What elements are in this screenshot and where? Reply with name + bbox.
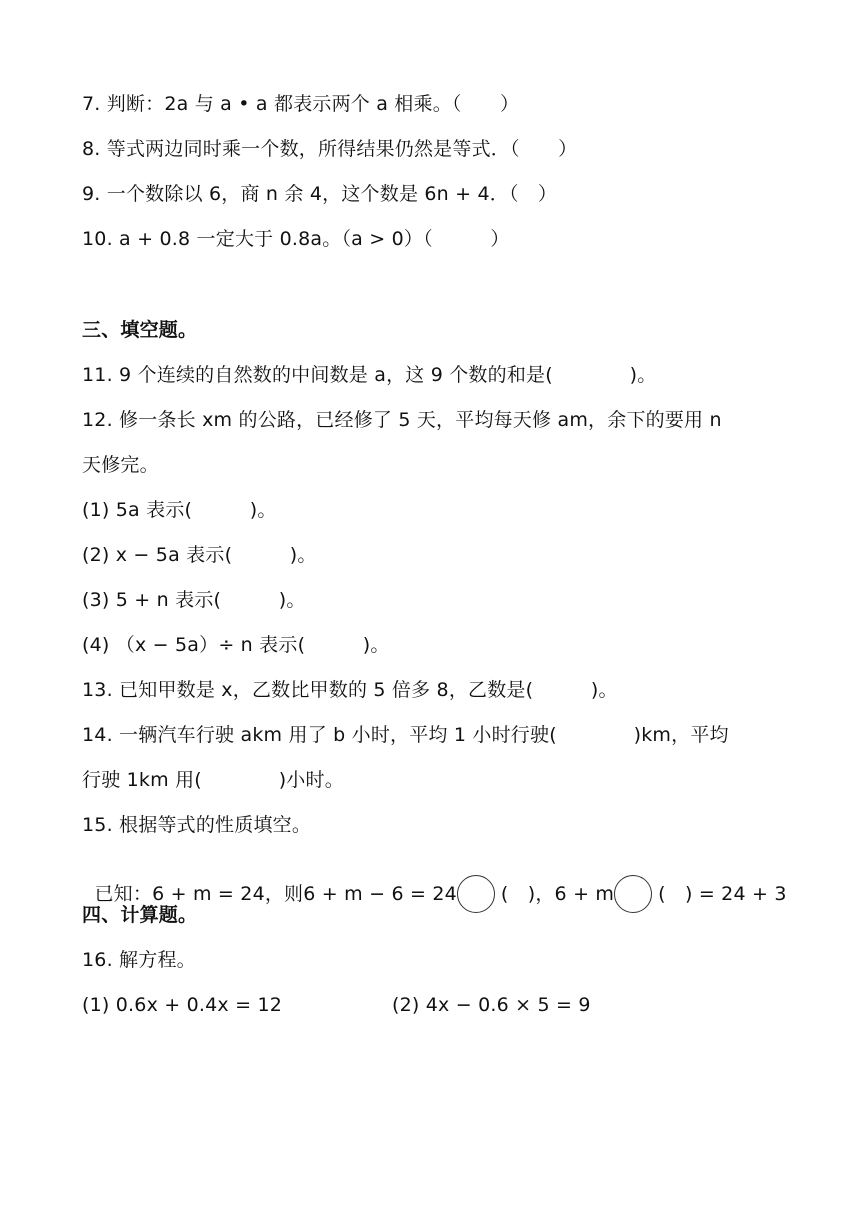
question-15: 15. 根据等式的性质填空。 [82,814,312,836]
question-14-line-2: 行驶 1km 用( )小时。 [82,769,344,791]
question-8: 8. 等式两边同时乘一个数，所得结果仍然是等式．（ ） [82,138,578,160]
question-12-part-4: (4) （x − 5a）÷ n 表示( )。 [82,634,390,656]
question-16: 16. 解方程。 [82,949,196,971]
question-10: 10. a + 0.8 一定大于 0.8a。（a > 0）（ ） [82,228,510,250]
question-16-part-1: (1) 0.6x + 0.4x = 12 [82,994,283,1016]
operator-blank-circle-1[interactable] [457,875,495,913]
question-12-part-2: (2) x − 5a 表示( )。 [82,544,317,566]
question-15-equation [82,858,787,906]
question-14-line-1: 14. 一辆汽车行驶 akm 用了 b 小时，平均 1 小时行驶( )km，平均 [82,724,729,746]
question-12-line-2: 天修完。 [82,454,159,476]
question-12-part-1: (1) 5a 表示( )。 [82,499,277,521]
operator-blank-circle-2[interactable] [614,875,652,913]
question-12-line-1: 12. 修一条长 xm 的公路，已经修了 5 天，平均每天修 am，余下的要用 n [82,409,722,431]
question-7: 7. 判断：2a 与 a • a 都表示两个 a 相乘。（ ） [82,93,520,115]
question-13: 13. 已知甲数是 x，乙数比甲数的 5 倍多 8，乙数是( )。 [82,679,618,701]
question-11: 11. 9 个连续的自然数的中间数是 a，这 9 个数的和是( )。 [82,364,657,386]
section-calculation-heading: 四、计算题。 [82,904,198,926]
equation-part-1: 已知：6 + m = 24，则6 + m − 6 = 24 [94,883,457,905]
equation-part-3: ( ) = 24 + 3 [658,883,787,905]
equation-part-2: ( )，6 + m [500,883,615,905]
question-16-part-2: (2) 4x − 0.6 × 5 = 9 [392,994,591,1016]
section-fill-in-heading: 三、填空题。 [82,319,198,341]
question-12-part-3: (3) 5 + n 表示( )。 [82,589,306,611]
question-9: 9. 一个数除以 6，商 n 余 4，这个数是 6n + 4．（ ） [82,183,558,205]
